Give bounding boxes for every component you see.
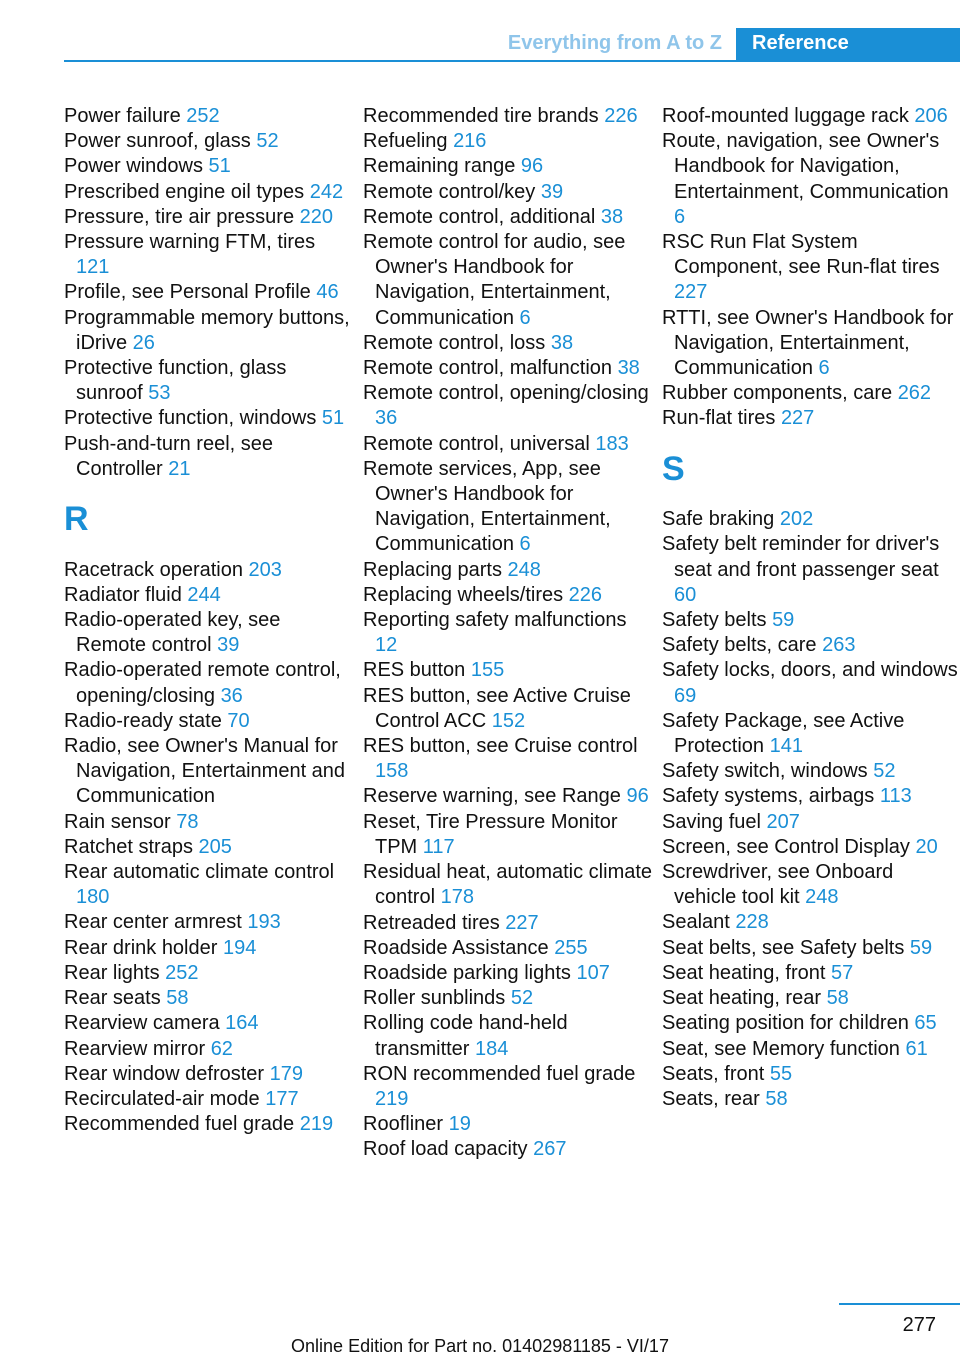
page-reference-link[interactable]: 58 <box>765 1087 788 1110</box>
footer-rule <box>839 1303 960 1305</box>
page-reference-link[interactable]: 184 <box>475 1037 509 1060</box>
index-term: Run-flat tires <box>662 407 781 430</box>
index-term: Reporting safety malfunctions <box>363 609 627 632</box>
index-entry <box>662 104 958 129</box>
index-term: Saving fuel <box>662 810 767 833</box>
index-entry <box>64 205 354 230</box>
page-reference-link[interactable]: 39 <box>540 180 564 203</box>
index-entry <box>64 230 354 280</box>
index-entry <box>64 356 354 406</box>
page-reference-link[interactable]: 206 <box>914 105 948 127</box>
index-term: Retreaded tires <box>363 911 506 934</box>
page-reference-link[interactable]: 38 <box>600 205 624 228</box>
page-reference-link[interactable]: 59 <box>909 936 933 959</box>
page-reference-link[interactable]: 60 <box>674 583 697 606</box>
index-term: Racetrack operation <box>64 558 249 581</box>
index-entry <box>363 1112 653 1137</box>
index-term: Safe braking <box>662 508 780 531</box>
page-reference-link[interactable]: 227 <box>674 281 708 304</box>
page-reference-link[interactable]: 70 <box>227 709 250 732</box>
page-header <box>64 28 960 62</box>
page-reference-link[interactable]: 220 <box>299 205 334 228</box>
index-entry <box>64 608 354 658</box>
page-reference-link[interactable]: 141 <box>769 735 803 758</box>
index-entry <box>64 658 354 708</box>
page-reference-link[interactable]: 267 <box>533 1138 567 1161</box>
page-reference-link[interactable]: 58 <box>166 987 189 1010</box>
index-entry <box>662 709 958 759</box>
index-term: Rearview mirror <box>64 1037 211 1060</box>
index-term: Recommended fuel grade <box>64 1113 300 1136</box>
index-term: Seat heating, front <box>662 961 832 984</box>
index-entry <box>64 180 354 205</box>
index-term: Push-and-turn reel, see Controller <box>64 432 274 480</box>
index-term: Safety belts <box>662 609 773 632</box>
page-reference-link[interactable]: 164 <box>225 1012 259 1035</box>
index-entry <box>363 734 653 784</box>
edition-footer: Online Edition for Part no. 01402981185 - VI/17 <box>291 1336 669 1356</box>
index-entry <box>363 986 653 1011</box>
page-reference-link[interactable]: 158 <box>375 760 409 783</box>
page-reference-link[interactable]: 117 <box>422 835 455 858</box>
index-entry <box>64 709 354 734</box>
index-entry <box>662 608 958 633</box>
index-entry <box>662 658 958 708</box>
index-column-1 <box>64 104 354 1137</box>
index-entry <box>64 986 354 1011</box>
index-entry <box>64 734 354 810</box>
index-term: Pressure, tire air pressure <box>64 205 300 228</box>
page-reference-link[interactable]: 6 <box>818 357 830 380</box>
index-entry <box>363 936 653 961</box>
index-term: Sealant <box>662 911 736 934</box>
index-term: Roadside parking lights <box>363 961 577 984</box>
page-reference-link[interactable]: 248 <box>805 886 839 909</box>
index-entry <box>64 558 354 583</box>
page-reference-link[interactable]: 155 <box>470 659 505 682</box>
index-entry <box>363 558 653 583</box>
page-reference-link[interactable]: 52 <box>256 130 279 153</box>
index-term: Rear seats <box>64 987 167 1010</box>
index-entry <box>64 1062 354 1087</box>
index-term: Remote control/key <box>363 180 541 203</box>
index-entry <box>64 1011 354 1036</box>
index-entry <box>64 104 354 129</box>
index-term: Remote services, App, see Owner's Handbook for Navigation, Entertainment, Communication <box>363 457 611 556</box>
page-reference-link[interactable]: 244 <box>187 583 221 606</box>
index-entry <box>64 583 354 608</box>
index-entry <box>64 280 354 305</box>
index-term: Screwdriver, see Onboard vehicle tool kit <box>662 861 894 909</box>
index-term: Safety systems, airbags <box>662 785 880 808</box>
page-reference-link[interactable]: 121 <box>76 256 110 279</box>
page-reference-link[interactable]: 51 <box>208 155 231 178</box>
index-term: Remote control, loss <box>363 331 551 354</box>
index-term: RTTI, see Owner's Handbook for Navigation, Entertainment, Communication <box>662 306 954 380</box>
page-reference-link[interactable]: 52 <box>510 987 534 1010</box>
index-entry <box>662 532 958 608</box>
index-term: Protective function, glass sunroof <box>64 357 287 405</box>
index-entry <box>662 759 958 784</box>
index-term: Radio-operated key, see Remote control <box>64 609 281 657</box>
index-term: Replacing wheels/tires <box>363 583 569 606</box>
index-term: Remote control, universal <box>363 432 596 455</box>
page-reference-link[interactable]: 113 <box>879 785 912 808</box>
index-entry <box>662 810 958 835</box>
page-reference-link[interactable]: 228 <box>735 911 769 934</box>
index-term: Roof load capacity <box>363 1138 534 1161</box>
index-entry <box>363 432 653 457</box>
index-term: Refueling <box>363 130 454 153</box>
index-term: RES button, see Active Cruise Control ACC <box>363 684 631 732</box>
page-reference-link[interactable]: 96 <box>520 155 544 178</box>
index-entry <box>662 986 958 1011</box>
page-reference-link[interactable]: 194 <box>222 936 257 959</box>
page-reference-link[interactable]: 20 <box>915 835 938 858</box>
index-term: Power windows <box>64 155 209 178</box>
index-entry <box>363 129 653 154</box>
index-term: Radiator fluid <box>64 583 188 606</box>
index-entry <box>662 835 958 860</box>
index-term: Remote control, opening/closing <box>363 382 649 405</box>
index-entry <box>662 306 958 382</box>
index-entry <box>64 1112 354 1137</box>
page-reference-link[interactable]: 219 <box>299 1113 334 1136</box>
index-term: Prescribed engine oil types <box>64 180 310 203</box>
page-reference-link[interactable]: 65 <box>914 1012 937 1035</box>
index-entry <box>363 1011 653 1061</box>
page-reference-link[interactable]: 55 <box>769 1062 793 1085</box>
page-reference-link[interactable]: 38 <box>550 331 574 354</box>
page-reference-link[interactable]: 21 <box>168 457 191 480</box>
index-entry <box>662 633 958 658</box>
page-reference-link[interactable]: 59 <box>772 609 795 632</box>
index-term: Rear window defroster <box>64 1062 270 1085</box>
page-reference-link[interactable]: 53 <box>148 382 171 405</box>
index-entry <box>64 129 354 154</box>
page-reference-link[interactable]: 39 <box>217 634 240 657</box>
index-entry <box>662 961 958 986</box>
index-term: Rubber components, care <box>662 382 898 405</box>
page-reference-link[interactable]: 12 <box>375 634 398 657</box>
page-reference-link[interactable]: 62 <box>210 1037 233 1060</box>
index-entry <box>363 911 653 936</box>
page-reference-link[interactable]: 226 <box>604 105 638 127</box>
index-term: Seats, rear <box>662 1087 766 1110</box>
index-letter-heading: S <box>662 449 685 488</box>
index-entry <box>363 457 653 558</box>
index-entry <box>363 1137 653 1162</box>
index-term: Rain sensor <box>64 810 177 833</box>
index-entry <box>64 860 354 910</box>
page-reference-link[interactable]: 36 <box>220 684 243 707</box>
index-entry <box>64 961 354 986</box>
index-entry <box>662 381 958 406</box>
index-term: Roadside Assistance <box>363 936 555 959</box>
index-term: Roofliner <box>363 1113 449 1136</box>
index-entry <box>64 936 354 961</box>
index-term: Protective function, windows <box>64 407 322 430</box>
page-reference-link[interactable]: 6 <box>519 533 531 556</box>
index-term: Radio, see Owner's Manual for Navigation, Entertainment and Communication <box>64 735 346 808</box>
page-reference-link[interactable]: 226 <box>568 583 603 606</box>
index-term: Seats, front <box>662 1062 770 1085</box>
page-reference-link[interactable]: 177 <box>265 1087 299 1110</box>
index-term: RES button, see Cruise control <box>363 735 638 758</box>
page-reference-link[interactable]: 6 <box>674 205 686 228</box>
index-entry <box>662 1087 958 1112</box>
index-entry <box>662 406 958 431</box>
page-reference-link[interactable]: 107 <box>576 961 610 984</box>
index-term: Remaining range <box>363 155 521 178</box>
page-reference-link[interactable]: 36 <box>375 407 398 430</box>
page-reference-link[interactable]: 69 <box>674 684 697 707</box>
index-entry <box>363 381 653 431</box>
index-entry <box>363 961 653 986</box>
index-term: Seat heating, rear <box>662 987 827 1010</box>
index-entry <box>363 608 653 658</box>
page-reference-link[interactable]: 252 <box>186 105 220 127</box>
page-reference-link[interactable]: 26 <box>132 331 155 354</box>
index-term: Seating position for children <box>662 1012 915 1035</box>
index-term: Residual heat, automatic climate control <box>363 861 653 909</box>
index-entry <box>363 331 653 356</box>
page-reference-link[interactable]: 207 <box>766 810 800 833</box>
index-entry <box>363 230 653 331</box>
page-reference-link[interactable]: 227 <box>780 407 815 430</box>
index-term: Power failure <box>64 105 187 127</box>
index-entry <box>64 810 354 835</box>
index-entry <box>363 180 653 205</box>
index-entry <box>662 910 958 935</box>
index-term: Reserve warning, see Range <box>363 785 627 808</box>
page-reference-link[interactable]: 202 <box>779 508 814 531</box>
index-term: Safety belts, care <box>662 634 823 657</box>
index-term: Safety switch, windows <box>662 760 874 783</box>
index-term: Reset, Tire Pressure Monitor TPM <box>363 810 618 858</box>
index-term: RSC Run Flat System Component, see Run-flat tires <box>662 231 940 279</box>
page-reference-link[interactable]: 78 <box>176 810 199 833</box>
index-term: Recirculated-air mode <box>64 1087 266 1110</box>
page-reference-link[interactable]: 242 <box>309 180 344 203</box>
index-entry <box>662 1062 958 1087</box>
index-entry <box>64 910 354 935</box>
index-term: RON recommended fuel grade <box>363 1062 636 1085</box>
index-entry <box>662 230 958 306</box>
index-entry <box>363 104 653 129</box>
index-entry <box>363 356 653 381</box>
page-reference-link[interactable]: 216 <box>453 130 487 153</box>
page-reference-link[interactable]: 96 <box>626 785 649 808</box>
page-reference-link[interactable]: 57 <box>831 961 854 984</box>
index-term: Remote control, malfunction <box>363 357 618 380</box>
page-reference-link[interactable]: 262 <box>897 382 932 405</box>
index-term: Safety locks, doors, and windows <box>662 659 958 682</box>
index-column-3 <box>662 104 958 1112</box>
page-reference-link[interactable]: 179 <box>269 1062 304 1085</box>
index-entry <box>363 1062 653 1112</box>
page-reference-link[interactable]: 38 <box>617 357 640 380</box>
index-term: Radio-operated remote control, opening/closing <box>64 659 341 707</box>
page-reference-link[interactable]: 51 <box>321 407 345 430</box>
page-reference-link[interactable]: 152 <box>491 709 526 732</box>
page-reference-link[interactable]: 52 <box>873 760 896 783</box>
index-term: Programmable memory buttons, iDrive <box>64 306 350 354</box>
index-entry <box>662 1011 958 1036</box>
index-term: Screen, see Control Display <box>662 835 916 858</box>
index-term: RES button <box>363 659 471 682</box>
index-letter-heading: R <box>64 500 89 539</box>
index-entry <box>363 205 653 230</box>
index-term: Rear center armrest <box>64 911 248 934</box>
index-entry <box>662 784 958 809</box>
index-entry <box>662 860 958 910</box>
index-entry <box>662 129 958 230</box>
page-reference-link[interactable]: 219 <box>375 1087 409 1110</box>
index-term: Power sunroof, glass <box>64 130 257 153</box>
page-reference-link[interactable]: 193 <box>247 911 281 934</box>
index-entry <box>363 784 653 809</box>
index-entry <box>64 406 354 431</box>
page-reference-link[interactable]: 61 <box>905 1037 928 1060</box>
index-entry <box>64 835 354 860</box>
index-term: Remote control for audio, see Owner's Handbook for Navigation, Entertainment, Communication <box>363 231 626 329</box>
index-entry <box>64 1037 354 1062</box>
page-number: 277 <box>902 1314 936 1336</box>
page-reference-link[interactable]: 180 <box>76 886 110 909</box>
index-term: Rear lights <box>64 961 166 984</box>
page-reference-link[interactable]: 205 <box>198 835 232 858</box>
index-entry <box>64 432 354 482</box>
index-entry <box>363 154 653 179</box>
page-reference-link[interactable]: 58 <box>826 987 849 1010</box>
index-term: Profile, see Personal Profile <box>64 281 317 304</box>
index-entry <box>363 860 653 910</box>
index-term: Rearview camera <box>64 1012 226 1035</box>
index-term: Ratchet straps <box>64 835 199 858</box>
index-term: Roller sunblinds <box>363 987 511 1010</box>
page-reference-link[interactable]: 248 <box>507 558 541 581</box>
index-term: Rear drink holder <box>64 936 223 959</box>
section-title: Everything from A to Z <box>507 32 722 54</box>
page-reference-link[interactable]: 46 <box>316 281 339 304</box>
index-entry <box>64 154 354 179</box>
index-entry <box>363 658 653 683</box>
index-column-2 <box>363 104 653 1163</box>
page-reference-link[interactable]: 6 <box>519 306 531 329</box>
chapter-tab: Reference <box>736 28 960 60</box>
page-reference-link[interactable]: 183 <box>595 432 629 455</box>
index-term: Rolling code hand-held transmitter <box>363 1012 568 1060</box>
page-reference-link[interactable]: 178 <box>440 886 474 909</box>
index-term: Safety Package, see Active Protection <box>662 709 905 758</box>
page-reference-link[interactable]: 203 <box>248 558 282 581</box>
index-term: Radio-ready state <box>64 709 228 732</box>
index-term: Roof-mounted luggage rack <box>662 105 915 127</box>
index-entry <box>662 507 958 532</box>
index-term: Remote control, additional <box>363 205 601 228</box>
index-term: Replacing parts <box>363 558 508 581</box>
index-entry <box>64 306 354 356</box>
index-term: Seat belts, see Safety belts <box>662 936 910 959</box>
index-term: Safety belt reminder for driver's seat and front passenger seat <box>662 533 940 581</box>
index-term: Recommended tire brands <box>363 105 605 127</box>
page-reference-link[interactable]: 263 <box>822 634 856 657</box>
index-entry <box>363 684 653 734</box>
index-term: Pressure warning FTM, tires <box>64 231 316 254</box>
index-term: Seat, see Memory function <box>662 1037 906 1060</box>
page-reference-link[interactable]: 252 <box>165 961 199 984</box>
page-reference-link[interactable]: 227 <box>505 911 539 934</box>
page-reference-link[interactable]: 255 <box>554 936 588 959</box>
index-entry <box>363 810 653 860</box>
index-term: Rear automatic climate control <box>64 861 335 884</box>
index-entry <box>363 583 653 608</box>
index-entry <box>662 1037 958 1062</box>
page-reference-link[interactable]: 19 <box>448 1113 471 1136</box>
index-entry <box>662 936 958 961</box>
index-entry <box>64 1087 354 1112</box>
index-term: Route, navigation, see Owner's Handbook for Navigation, Entertainment, Communication <box>662 130 949 203</box>
